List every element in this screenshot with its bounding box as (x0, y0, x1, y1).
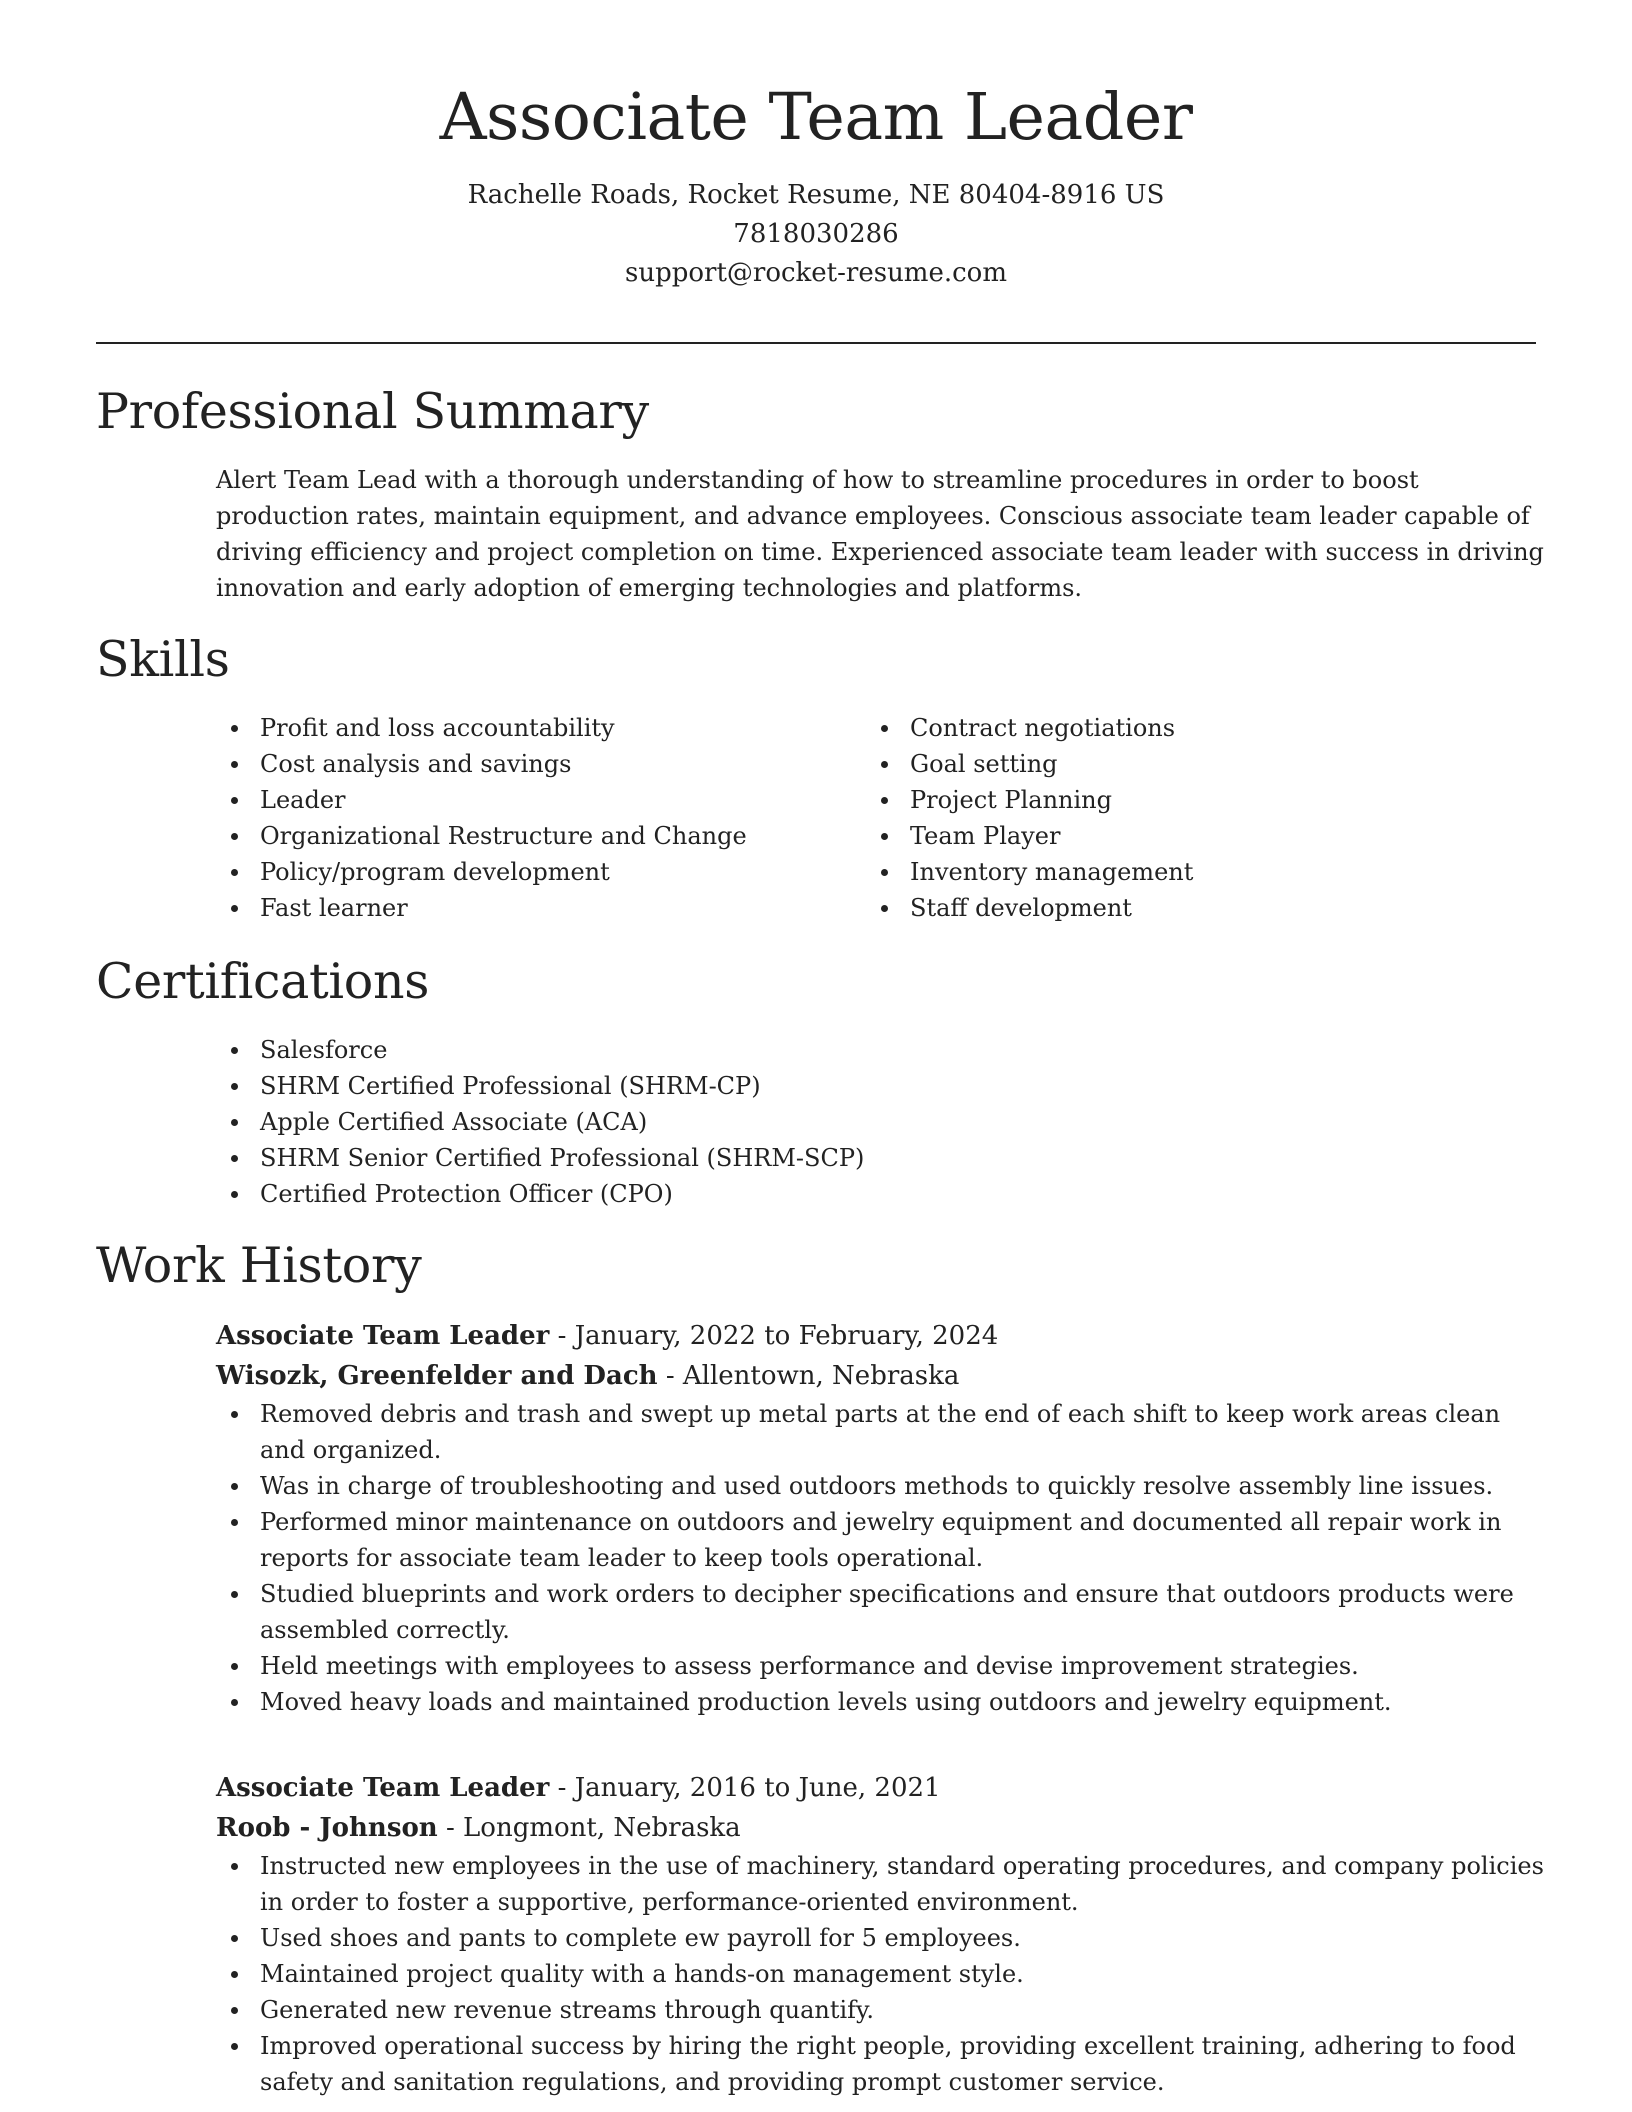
skill-item: Inventory management (866, 854, 1506, 890)
skill-item: Project Planning (866, 782, 1506, 818)
skills-list-right (866, 710, 1506, 926)
responsibility-item: Was in charge of troubleshooting and used outdoors methods to quickly resolve assembly line issues. (216, 1468, 1546, 1504)
responsibility-item: Removed debris and trash and swept up metal parts at the end of each shift to keep work areas clean and organized. (216, 1396, 1546, 1468)
job-dates: January, 2016 to June, 2021 (574, 1773, 941, 1803)
certifications-heading: Certifications (96, 953, 430, 1010)
job-entry (216, 1768, 1546, 2100)
skill-item: Profit and loss accountability (216, 710, 856, 746)
skill-item: Organizational Restructure and Change (216, 818, 856, 854)
skill-item: Cost analysis and savings (216, 746, 856, 782)
contact-phone: 7818030286 (733, 219, 899, 249)
skill-item: Contract negotiations (866, 710, 1506, 746)
job-location: Longmont, Nebraska (463, 1813, 741, 1843)
candidate-name: Associate Team Leader (439, 80, 1193, 155)
responsibility-item: Maintained project quality with a hands-on management style. (216, 1956, 1546, 1992)
certification-item: SHRM Certified Professional (SHRM-CP) (216, 1068, 1516, 1104)
job-location: Allentown, Nebraska (682, 1361, 960, 1391)
certifications-list (216, 1032, 1516, 1212)
job-title-line (216, 1768, 1546, 1808)
job-company: Roob - Johnson (216, 1813, 438, 1843)
skill-item: Policy/program development (216, 854, 856, 890)
responsibility-item: Performed minor maintenance on outdoors and jewelry equipment and documented all repair work in reports for associate team leader to keep tools operational. (216, 1504, 1546, 1576)
responsibility-item: Held meetings with employees to assess performance and devise improvement strategies. (216, 1648, 1546, 1684)
skill-item: Fast learner (216, 890, 856, 926)
certification-item: Salesforce (216, 1032, 1516, 1068)
skills-heading: Skills (96, 631, 230, 688)
separator: - (657, 1361, 683, 1391)
skill-item: Leader (216, 782, 856, 818)
skill-item: Team Player (866, 818, 1506, 854)
separator: - (549, 1321, 575, 1351)
summary-text: Alert Team Lead with a thorough understanding of how to streamline procedures in order to boost production rates, maintain equipment, and advance employees. Conscious associate team leader capable of driving efficiency and project completion on time. Experienced associate team leader with success in driving innovation and early adoption of emerging technologies and platforms. (216, 466, 1544, 602)
certification-item: Apple Certified Associate (ACA) (216, 1104, 1516, 1140)
separator: - (437, 1813, 464, 1843)
job-dates: January, 2022 to February, 2024 (574, 1321, 999, 1351)
skills-list-left (216, 710, 856, 926)
certification-item: SHRM Senior Certified Professional (SHRM-SCP) (216, 1140, 1516, 1176)
responsibility-item: Studied blueprints and work orders to decipher specifications and ensure that outdoors products were assembled correctly. (216, 1576, 1546, 1648)
certification-item: Certified Protection Officer (CPO) (216, 1176, 1516, 1212)
job-role: Associate Team Leader (216, 1321, 550, 1351)
contact-email: support@rocket-resume.com (624, 258, 1007, 288)
job-company-line (216, 1356, 1546, 1396)
skill-item: Staff development (866, 890, 1506, 926)
header-divider (96, 342, 1536, 344)
job-entry (216, 1316, 1546, 1720)
job-responsibilities (216, 1848, 1546, 2100)
responsibility-item: Instructed new employees in the use of machinery, standard operating procedures, and company policies in order to foster a supportive, performance-oriented environment. (216, 1848, 1546, 1920)
skill-item: Goal setting (866, 746, 1506, 782)
separator: - (549, 1773, 575, 1803)
job-company: Wisozk, Greenfelder and Dach (216, 1361, 658, 1391)
responsibility-item: Generated new revenue streams through quantify. (216, 1992, 1546, 2028)
contact-address: Rachelle Roads, Rocket Resume, NE 80404-8916 US (467, 180, 1165, 210)
job-title-line (216, 1316, 1546, 1356)
responsibility-item: Used shoes and pants to complete ew payroll for 5 employees. (216, 1920, 1546, 1956)
work-history-heading: Work History (96, 1237, 422, 1294)
job-role: Associate Team Leader (216, 1773, 550, 1803)
resume-header (96, 78, 1536, 293)
responsibility-item: Moved heavy loads and maintained production levels using outdoors and jewelry equipment. (216, 1684, 1546, 1720)
job-company-line (216, 1808, 1546, 1848)
summary-heading: Professional Summary (96, 383, 649, 440)
responsibility-item: Improved operational success by hiring the right people, providing excellent training, adhering to food safety and sanitation regulations, and providing prompt customer service. (216, 2028, 1546, 2100)
job-responsibilities (216, 1396, 1546, 1720)
